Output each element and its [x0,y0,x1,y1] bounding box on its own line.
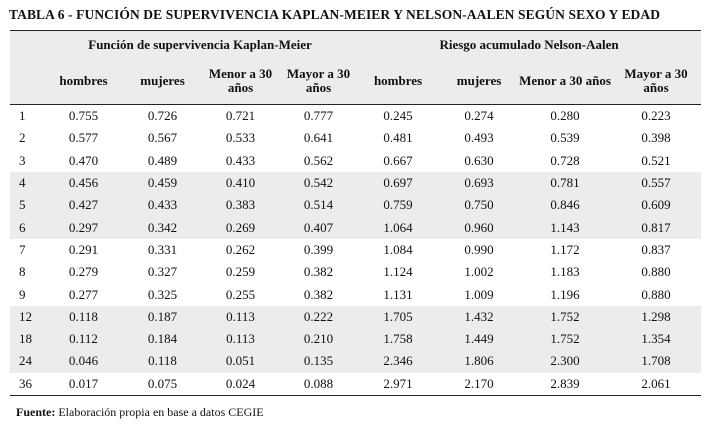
column-header-mes [10,58,43,105]
na-value-cell: 1.143 [519,216,611,238]
na-value-cell: 1.705 [357,306,439,328]
na-value-cell: 0.280 [519,105,611,128]
na-value-cell: 0.750 [439,194,519,216]
column-header-na-mujeres: mujeres [439,58,519,105]
na-value-cell: 2.300 [519,350,611,372]
row-month-cell: 7 [10,239,43,261]
na-value-cell: 0.521 [611,150,701,172]
km-value-cell: 0.433 [201,150,280,172]
na-value-cell: 1.196 [519,283,611,305]
na-value-cell: 0.539 [519,127,611,149]
km-value-cell: 0.331 [124,239,201,261]
na-value-cell: 1.131 [357,283,439,305]
km-value-cell: 0.279 [43,261,124,283]
km-value-cell: 0.755 [43,105,124,128]
row-month-cell: 36 [10,373,43,396]
na-value-cell: 0.759 [357,194,439,216]
row-month-cell: 3 [10,150,43,172]
table-row [10,194,701,216]
km-value-cell: 0.112 [43,328,124,350]
na-value-cell: 0.693 [439,172,519,194]
table-row [10,105,701,128]
na-value-cell: 1.752 [519,306,611,328]
row-month-cell: 12 [10,306,43,328]
km-value-cell: 0.222 [280,306,357,328]
na-value-cell: 1.752 [519,328,611,350]
km-value-cell: 0.410 [201,172,280,194]
km-value-cell: 0.259 [201,261,280,283]
km-value-cell: 0.269 [201,216,280,238]
km-value-cell: 0.777 [280,105,357,128]
km-value-cell: 0.721 [201,105,280,128]
km-value-cell: 0.382 [280,261,357,283]
km-value-cell: 0.382 [280,283,357,305]
km-value-cell: 0.135 [280,350,357,372]
na-value-cell: 1.064 [357,216,439,238]
km-value-cell: 0.489 [124,150,201,172]
km-value-cell: 0.118 [124,350,201,372]
km-value-cell: 0.075 [124,373,201,396]
na-value-cell: 1.806 [439,350,519,372]
row-month-cell: 1 [10,105,43,128]
na-value-cell: 0.609 [611,194,701,216]
na-value-cell: 1.449 [439,328,519,350]
km-value-cell: 0.542 [280,172,357,194]
row-month-cell: 24 [10,350,43,372]
na-value-cell: 2.971 [357,373,439,396]
na-value-cell: 0.667 [357,150,439,172]
km-value-cell: 0.470 [43,150,124,172]
na-value-cell: 0.846 [519,194,611,216]
na-value-cell: 0.223 [611,105,701,128]
row-month-cell: 9 [10,283,43,305]
km-value-cell: 0.113 [201,328,280,350]
km-value-cell: 0.726 [124,105,201,128]
source-note [16,405,264,420]
na-value-cell: 1.758 [357,328,439,350]
km-value-cell: 0.427 [43,194,124,216]
na-value-cell: 2.170 [439,373,519,396]
na-value-cell: 1.183 [519,261,611,283]
km-value-cell: 0.456 [43,172,124,194]
table-row [10,239,701,261]
survival-table [10,30,701,396]
km-value-cell: 0.277 [43,283,124,305]
km-value-cell: 0.327 [124,261,201,283]
km-value-cell: 0.325 [124,283,201,305]
na-value-cell: 2.839 [519,373,611,396]
table-body [10,105,701,396]
na-value-cell: 0.837 [611,239,701,261]
table-row [10,216,701,238]
na-value-cell: 1.354 [611,328,701,350]
table-row [10,150,701,172]
table-row [10,373,701,396]
na-value-cell: 1.124 [357,261,439,283]
row-month-cell: 2 [10,127,43,149]
km-value-cell: 0.051 [201,350,280,372]
na-value-cell: 0.557 [611,172,701,194]
km-value-cell: 0.113 [201,306,280,328]
na-value-cell: 0.960 [439,216,519,238]
na-value-cell: 1.172 [519,239,611,261]
group-header-nelson-aalen: Riesgo acumulado Nelson-Aalen [357,31,701,59]
na-value-cell: 2.346 [357,350,439,372]
row-month-cell: 5 [10,194,43,216]
table-title: TABLA 6 - FUNCIÓN DE SUPERVIVENCIA KAPLAN-MEIER Y NELSON-AALEN SEGÚN SEXO Y EDAD [9,7,661,22]
km-value-cell: 0.291 [43,239,124,261]
row-month-cell: 8 [10,261,43,283]
na-value-cell: 0.817 [611,216,701,238]
row-month-cell: 4 [10,172,43,194]
source-text: Elaboración propia en base a datos CEGIE [58,405,264,419]
km-value-cell: 0.407 [280,216,357,238]
km-value-cell: 0.017 [43,373,124,396]
km-value-cell: 0.184 [124,328,201,350]
na-value-cell: 0.481 [357,127,439,149]
source-label: Fuente: [16,405,56,419]
km-value-cell: 0.577 [43,127,124,149]
km-value-cell: 0.255 [201,283,280,305]
table-row [10,350,701,372]
na-value-cell: 0.697 [357,172,439,194]
na-value-cell: 0.630 [439,150,519,172]
table-row [10,172,701,194]
table-row [10,328,701,350]
km-value-cell: 0.459 [124,172,201,194]
na-value-cell: 0.728 [519,150,611,172]
na-value-cell: 0.990 [439,239,519,261]
km-value-cell: 0.024 [201,373,280,396]
na-value-cell: 0.274 [439,105,519,128]
na-value-cell: 0.493 [439,127,519,149]
na-value-cell: 1.708 [611,350,701,372]
km-value-cell: 0.210 [280,328,357,350]
km-value-cell: 0.342 [124,216,201,238]
km-value-cell: 0.046 [43,350,124,372]
km-value-cell: 0.383 [201,194,280,216]
km-value-cell: 0.514 [280,194,357,216]
column-header-km-mujeres: mujeres [124,58,201,105]
km-value-cell: 0.118 [43,306,124,328]
na-value-cell: 0.880 [611,283,701,305]
km-value-cell: 0.187 [124,306,201,328]
km-value-cell: 0.399 [280,239,357,261]
corner-cell [10,31,43,59]
na-value-cell: 1.432 [439,306,519,328]
km-value-cell: 0.088 [280,373,357,396]
na-value-cell: 0.245 [357,105,439,128]
na-value-cell: 0.781 [519,172,611,194]
na-value-cell: 0.398 [611,127,701,149]
table-row [10,261,701,283]
km-value-cell: 0.433 [124,194,201,216]
na-value-cell: 1.298 [611,306,701,328]
column-header-na-mayor-30: Mayor a 30 años [611,58,701,105]
na-value-cell: 1.002 [439,261,519,283]
group-header-row [10,31,701,59]
table-row [10,127,701,149]
km-value-cell: 0.533 [201,127,280,149]
column-header-row [10,58,701,105]
column-header-na-hombres: hombres [357,58,439,105]
row-month-cell: 18 [10,328,43,350]
km-value-cell: 0.262 [201,239,280,261]
column-header-km-hombres: hombres [43,58,124,105]
km-value-cell: 0.567 [124,127,201,149]
column-header-km-mayor-30: Mayor a 30 años [280,58,357,105]
table-row [10,306,701,328]
group-header-kaplan-meier: Función de supervivencia Kaplan-Meier [43,31,357,59]
km-value-cell: 0.641 [280,127,357,149]
na-value-cell: 2.061 [611,373,701,396]
na-value-cell: 1.084 [357,239,439,261]
km-value-cell: 0.297 [43,216,124,238]
km-value-cell: 0.562 [280,150,357,172]
na-value-cell: 0.880 [611,261,701,283]
row-month-cell: 6 [10,216,43,238]
table-row [10,283,701,305]
na-value-cell: 1.009 [439,283,519,305]
column-header-na-menor-30: Menor a 30 años [519,58,611,105]
column-header-km-menor-30: Menor a 30 años [201,58,280,105]
